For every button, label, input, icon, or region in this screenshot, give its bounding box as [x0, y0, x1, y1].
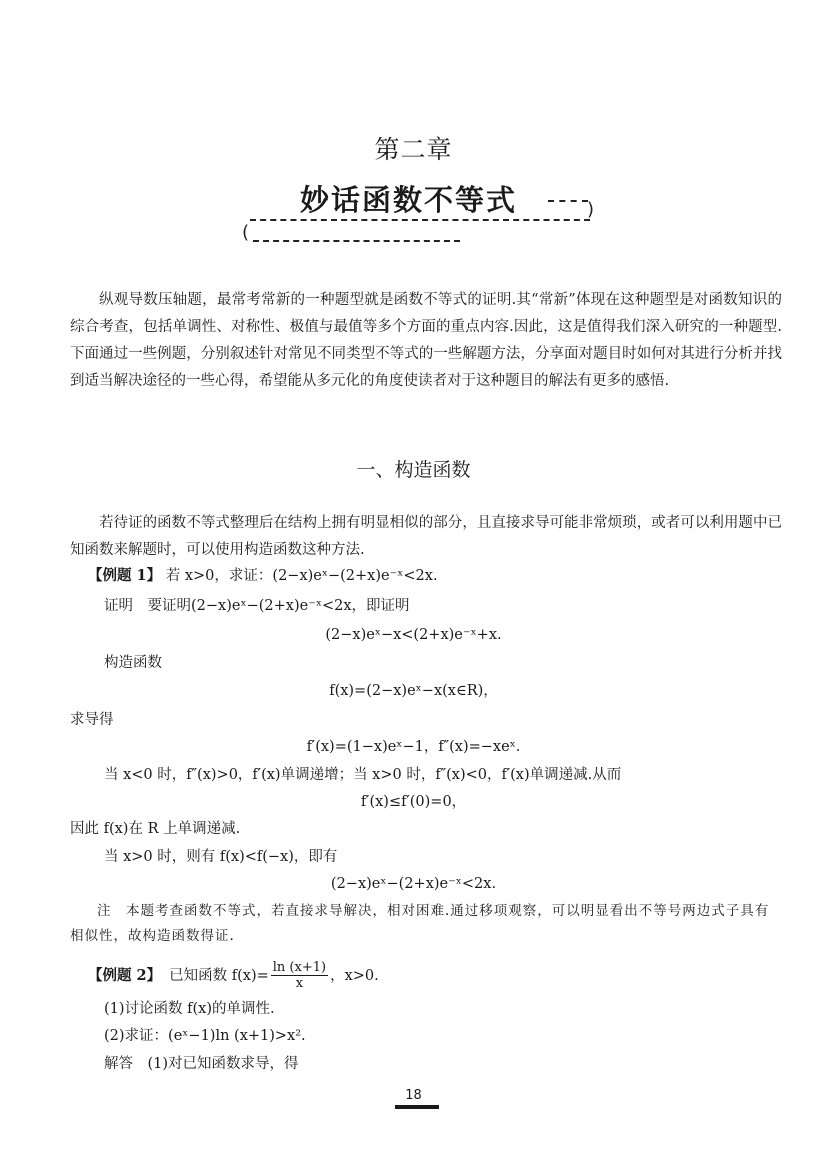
derive-text: 求导得	[70, 712, 114, 728]
construct-text: 构造函数	[104, 655, 162, 671]
equation-5: (2−x)eˣ−(2+x)e⁻ˣ<2x.	[330, 876, 497, 892]
example1-heading	[88, 565, 438, 587]
fraction-numerator: ln (x+1)	[272, 960, 327, 975]
section-title: 一、构造函数	[356, 459, 471, 481]
example1-statement: 若 x>0，求证：(2−x)eˣ−(2+x)e⁻ˣ<2x.	[165, 568, 438, 584]
page-number-underline	[395, 1105, 439, 1109]
when-text: 当 x>0 时，则有 f(x)<f(−x)，即有	[104, 849, 338, 865]
fraction	[271, 960, 328, 991]
equation-2: f(x)=(2−x)eˣ−x(x∈R)，	[329, 683, 498, 699]
title-frame-left-bracket: (	[242, 222, 250, 243]
equation-1: (2−x)eˣ−x<(2+x)e⁻ˣ+x.	[325, 627, 502, 643]
example2-answer: 解答 (1)对已知函数求导，得	[104, 1056, 299, 1072]
example2-part1: (1)讨论函数 f(x)的单调性.	[104, 1001, 275, 1017]
example2-statement-suffix: ，x>0.	[330, 967, 379, 984]
intro-paragraph: 纵观导数压轴题，最常考常新的一种题型就是函数不等式的证明.其“常新”体现在这种题型是对函数知识的综合考查，包括单调性、对称性、极值与最值等多个方面的重点内容.因此，这是值得我们深入研究的一种题型.下面通过一些例题，分别叙述针对常见不同类型不等式的一些解题方法，分享面对题目时如何对其进行分析并找到适当解决途径的一些心得，希望能从多元化的角度使读者对于这种题目的解法有更多的感悟.	[70, 292, 782, 389]
example1-label: 【例题 1】	[88, 567, 162, 584]
conclusion-text: 因此 f(x)在 R 上单调递减.	[70, 821, 241, 837]
chapter-title: 妙话函数不等式	[300, 183, 518, 217]
title-frame-right-bracket: )	[587, 199, 595, 220]
equation-3: f′(x)=(1−x)eˣ−1，f″(x)=−xeˣ.	[306, 739, 521, 755]
page-number: 18	[405, 1088, 422, 1103]
example2-statement-prefix: 已知函数 f(x)=	[169, 967, 269, 984]
proof-line: 证明 要证明(2−x)eˣ−(2+x)e⁻ˣ<2x，即证明	[104, 598, 410, 614]
title-frame-middle-dash	[250, 219, 590, 221]
equation-4: f′(x)≤f′(0)=0，	[360, 794, 467, 810]
fraction-denominator: x	[295, 976, 304, 991]
example2-part2: (2)求证：(eˣ−1)ln (x+1)>x².	[104, 1028, 306, 1044]
title-frame-bottom-dash	[253, 240, 460, 242]
chapter-label: 第二章	[374, 135, 453, 164]
title-frame-top-dash	[548, 200, 588, 202]
example1-note: 注 本题考查函数不等式，若直接求导解决，相对困难.通过移项观察，可以明显看出不等号两边式子具有相似性，故构造函数得证.	[70, 903, 770, 944]
example2-label: 【例题 2】	[88, 966, 162, 984]
section-intro-paragraph: 若待证的函数不等式整理后在结构上拥有明显相似的部分，且直接求导可能非常烦琐，或者可以利用题中已知函数来解题时，可以使用构造函数这种方法.	[70, 515, 782, 558]
example2-heading	[88, 960, 379, 991]
monotonic-text: 当 x<0 时，f″(x)>0，f′(x)单调递增；当 x>0 时，f″(x)<0，f′(x)单调递减.从而	[104, 767, 622, 783]
